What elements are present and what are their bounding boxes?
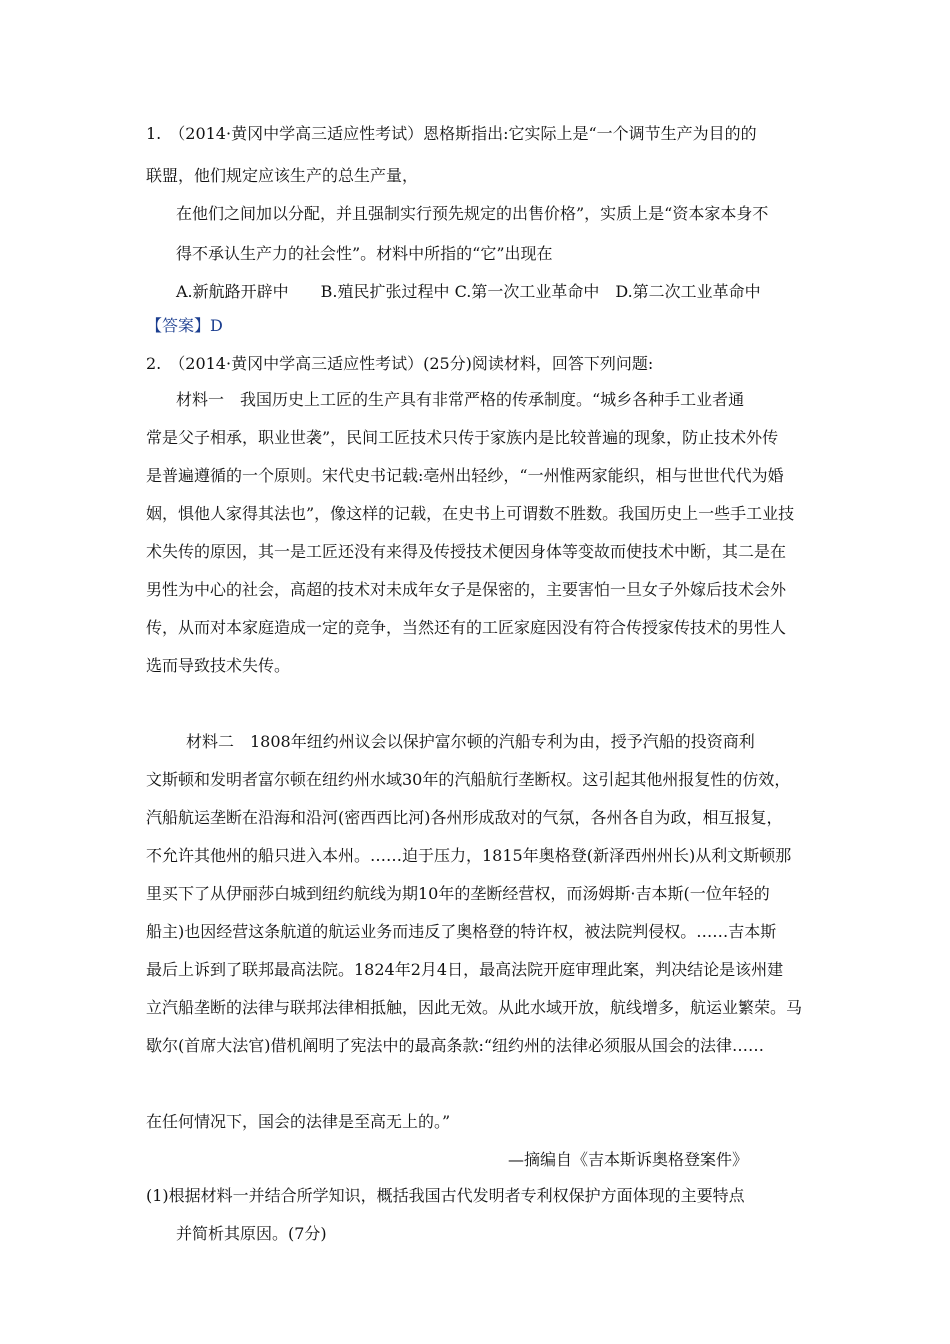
q1-stem-line-2: 联盟，他们规定应该生产的总生产量， bbox=[146, 166, 419, 185]
material-2-line: 最后上诉到了联邦最高法院。1824年2月4日，最高法院开庭审理此案，判决结论是该州建 bbox=[146, 960, 784, 979]
material-2-line: 里买下了从伊丽莎白城到纽约航线为期10年的垄断经营权，而汤姆斯·吉本斯(一位年轻的 bbox=[146, 884, 770, 903]
material-1-line: 材料一 我国历史上工匠的生产具有非常严格的传承制度。“城乡各种手工业者通 bbox=[176, 390, 745, 409]
q2-header: 2. （2014·黄冈中学高三适应性考试）(25分)阅读材料，回答下列问题: bbox=[146, 354, 654, 373]
material-2-line: 不允许其他州的船只进入本州。……迫于压力，1815年奥格登(新泽西州州长)从利文斯顿那 bbox=[146, 846, 792, 865]
material-1-line: 术失传的原因，其一是工匠还没有来得及传授技术便因身体等变故而使技术中断，其二是在 bbox=[146, 542, 787, 561]
material-2-line: 文斯顿和发明者富尔顿在纽约州水域30年的汽船航行垄断权。这引起其他州报复性的仿效， bbox=[146, 770, 791, 789]
material-1-line: 男性为中心的社会，高超的技术对未成年女子是保密的，主要害怕一旦女子外嫁后技术会外 bbox=[146, 580, 787, 599]
q1-options: A.新航路开辟中 B.殖民扩张过程中 C.第一次工业革命中 D.第二次工业革命中 bbox=[176, 282, 761, 301]
material-2-line: 立汽船垄断的法律与联邦法律相抵触，因此无效。从此水域开放，航线增多，航运业繁荣。马 bbox=[146, 998, 803, 1017]
material-2-line: 汽船航运垄断在沿海和沿河(密西西比河)各州形成敌对的气氛，各州各自为政，相互报复， bbox=[146, 808, 783, 827]
material-2-line: 船主)也因经营这条航道的航运业务而违反了奥格登的特许权，被法院判侵权。……吉本斯 bbox=[146, 922, 777, 941]
q1-stem-line-3: 在他们之间加以分配，并且强制实行预先规定的出售价格”，实质上是“资本家本身不 bbox=[176, 204, 769, 223]
answer-line bbox=[146, 316, 223, 336]
answer-value: D bbox=[210, 316, 223, 335]
material-1-line: 常是父子相承，职业世袭”，民间工匠技术只传于家族内是比较普遍的现象，防止技术外传 bbox=[146, 428, 779, 447]
material-1-line: 选而导致技术失传。 bbox=[146, 656, 291, 675]
q1-stem-line-1: 1. （2014·黄冈中学高三适应性考试）恩格斯指出:它实际上是“一个调节生产为目的的 bbox=[146, 124, 757, 143]
source-citation: —摘编自《吉本斯诉奥格登案件》 bbox=[508, 1150, 749, 1169]
material-1-line: 是普遍遵循的一个原则。宋代史书记载:亳州出轻纱，“一州惟两家能织，相与世世代代为婚 bbox=[146, 466, 784, 485]
sub-question-1-line-1: (1)根据材料一并结合所学知识，概括我国古代发明者专利权保护方面体现的主要特点 bbox=[146, 1186, 745, 1205]
material-1-line: 姻，惧他人家得其法也”，像这样的记载，在史书上可谓数不胜数。我国历史上一些手工业技 bbox=[146, 504, 795, 523]
answer-label: 【答案】 bbox=[146, 316, 211, 335]
material-2-line: 在任何情况下，国会的法律是至高无上的。” bbox=[146, 1112, 451, 1131]
material-1-line: 传，从而对本家庭造成一定的竞争，当然还有的工匠家庭因没有符合传授家传技术的男性人 bbox=[146, 618, 787, 637]
material-2-line: 材料二 1808年纽约州议会以保护富尔顿的汽船专利为由，授予汽船的投资商利 bbox=[186, 732, 755, 751]
material-2-line: 歇尔(首席大法官)借机阐明了宪法中的最高条款:“纽约州的法律必须服从国会的法律…… bbox=[146, 1036, 765, 1055]
sub-question-1-line-2: 并简析其原因。(7分) bbox=[176, 1224, 327, 1243]
q1-stem-line-4: 得不承认生产力的社会性”。材料中所指的“它”出现在 bbox=[176, 244, 553, 263]
